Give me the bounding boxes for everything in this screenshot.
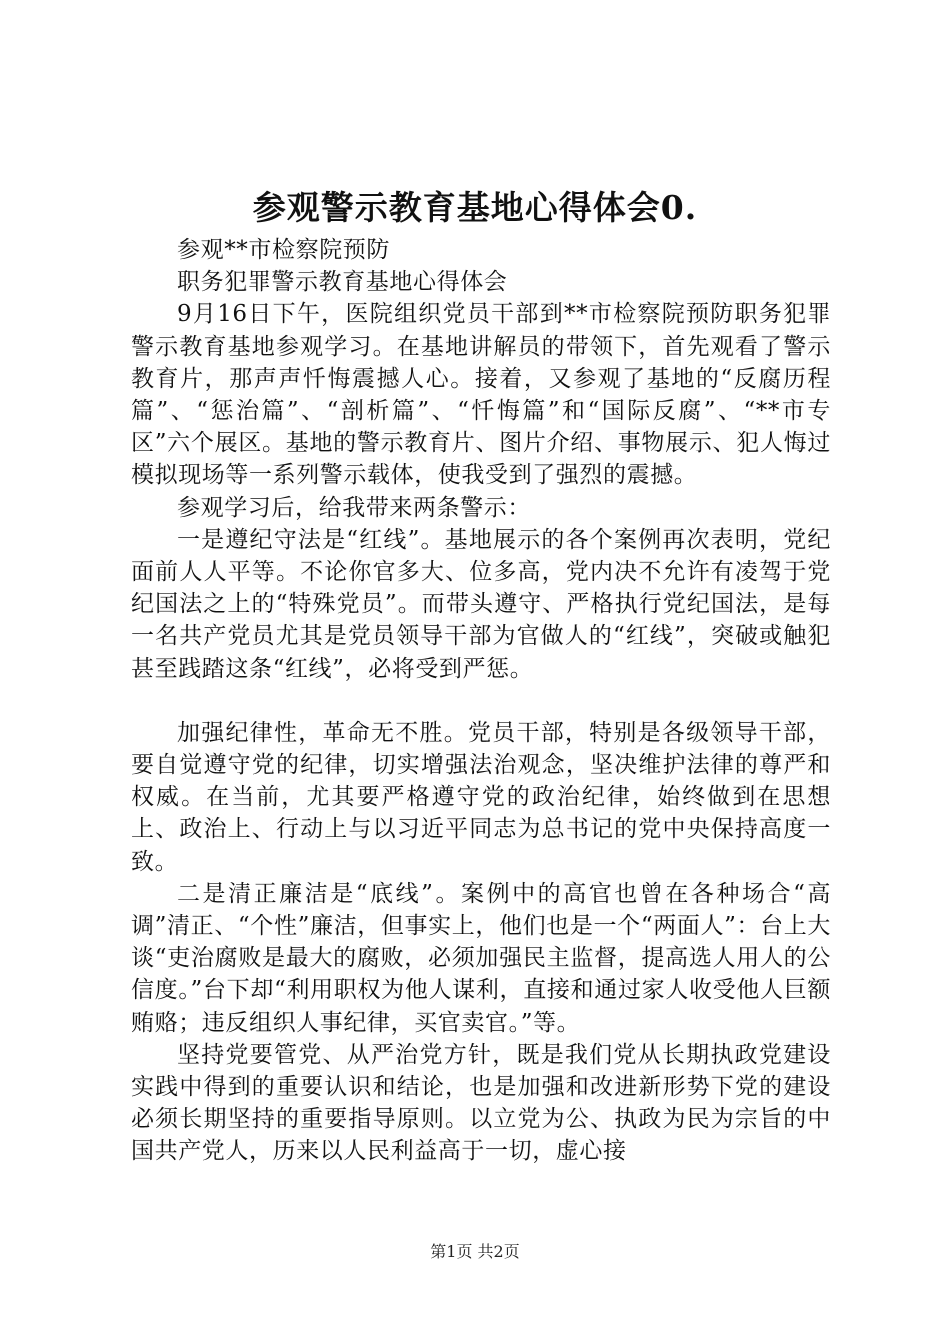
- paragraph-party-governance: 坚持党要管党、从严治党方针，既是我们党从长期执政党建设实践中得到的重要认识和结论，也是加强和改进新形势下党的建设必须长期坚持的重要指导原则。以立党为公、执政为民为宗旨的中国共产党人，历来以人民利益高于一切，虚心接: [131, 1041, 831, 1165]
- document-title: 参观警示教育基地心得体会0.: [252, 188, 698, 227]
- paragraph-two-warnings: 参观学习后，给我带来两条警示：: [177, 494, 531, 521]
- paragraph-bottom-line: 二是清正廉洁是“底线”。案例中的高官也曾在各种场合“高调”清正、“个性”廉洁，但事实上，他们也是一个“两面人”：台上大谈“吏治腐败是最大的腐败，必须加强民主监督，提高选人用人的公信度。”台下却“利用职权为他人谋利，直接和通过家人收受他人巨额贿赂；违反组织人事纪律，买官卖官。”等。: [131, 880, 831, 1036]
- paragraph-discipline: 加强纪律性，革命无不胜。党员干部，特别是各级领导干部，要自觉遵守党的纪律，切实增强法治观念，坚决维护法律的尊严和权威。在当前，尤其要严格遵守党的政治纪律，始终做到在思想上、政治上、行动上与以习近平同志为总书记的党中央保持高度一致。: [131, 719, 831, 875]
- paragraph-spacer: [131, 685, 831, 717]
- paragraph-red-line: 一是遵纪守法是“红线”。基地展示的各个案例再次表明，党纪面前人人平等。不论你官多大、位多高，党内决不允许有凌驾于党纪国法之上的“特殊党员”。而带头遵守、严格执行党纪国法，是每一名共产党员尤其是党员领导干部为官做人的“红线”，突破或触犯甚至践踏这条“红线”，必将受到严惩。: [131, 526, 831, 682]
- subtitle-line-2: 职务犯罪警示教育基地心得体会: [177, 269, 508, 296]
- paragraph-visit: 9月16日下午，医院组织党员干部到**市检察院预防职务犯罪警示教育基地参观学习。在基地讲解员的带领下，首先观看了警示教育片，那声声忏悔震撼人心。接着，又参观了基地的“反腐历程篇”、“惩治篇”、“剖析篇”、“忏悔篇”和“国际反腐”、“**市专区”六个展区。基地的警示教育片、图片介绍、事物展示、犯人悔过模拟现场等一系列警示载体，使我受到了强烈的震撼。: [131, 301, 831, 489]
- subtitle-line-1: 参观**市检察院预防: [177, 237, 390, 263]
- document-body: [131, 234, 831, 1168]
- page-footer: 第1页 共2页: [430, 1242, 520, 1261]
